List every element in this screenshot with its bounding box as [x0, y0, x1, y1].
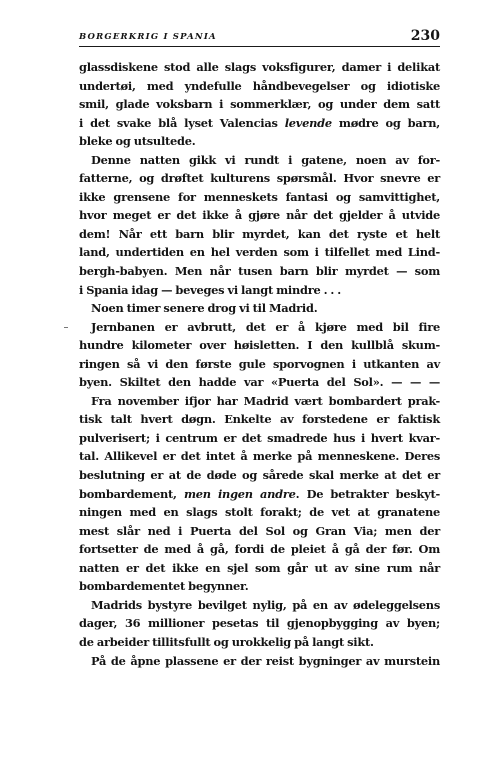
emphasis: levende: [284, 115, 332, 130]
text-line: hundre kilometer over høisletten. I den kullblå skum-: [79, 338, 440, 353]
emphasis: men ingen andre: [183, 486, 296, 501]
text-line: Jernbanen er avbrutt, det er å kjøre med bil fire: [91, 319, 440, 334]
text-line: de arbeider tillitsfullt og urokkelig på langt sikt.: [79, 634, 374, 649]
text-line: dem! Når ett barn blir myrdet, kan det ryste et helt: [79, 226, 440, 241]
text-line: fortsetter de med å gå, fordi de pleiet å gå der før. Om: [79, 542, 440, 557]
text-line: bombardement, men ingen andre. De betrakter beskyt-: [79, 486, 440, 501]
text-line: land, undertiden en hel verden som i tilfellet med Lind-: [79, 245, 440, 260]
text-line: bergh-babyen. Men når tusen barn blir myrdet — som: [79, 264, 440, 279]
text-line: beslutning er at de døde og sårede skal merke at det er: [79, 468, 440, 483]
text-line: dager, 36 millioner pesetas til gjenopbygging av byen;: [79, 616, 440, 631]
text-line: tal. Allikevel er det intet å merke på menneskene. Deres: [79, 449, 440, 464]
text-line: fatterne, og drøftet kulturens spørsmål. Hvor snevre er: [79, 171, 440, 186]
text-line: byen. Skiltet den hadde var «Puerta del Sol». — — —: [79, 375, 440, 390]
text-line: ningen med en slags stolt forakt; de vet at granatene: [79, 505, 440, 520]
running-header: [79, 24, 440, 47]
text-line: Fra november ifjor har Madrid vært bombardert prak-: [91, 393, 440, 408]
text-line: mest slår ned i Puerta del Sol og Gran Via; men der: [79, 523, 440, 538]
text-line: natten er det ikke en sjel som går ut av sine rum når: [79, 560, 440, 575]
text-line: hvor meget er det ikke å gjøre når det gjelder å utvide: [79, 208, 440, 223]
text-line: På de åpne plassene er der reist bygninger av murstein: [91, 653, 440, 668]
text-line: i det svake blå lyset Valencias levende mødre og barn,: [79, 115, 440, 130]
text-line: smil, glade voksbarn i sommerklær, og under dem satt: [79, 97, 440, 112]
text-line: Noen timer senere drog vi til Madrid.: [91, 301, 318, 316]
text-line: tisk talt hvert døgn. Enkelte av forstedene er faktisk: [79, 412, 440, 427]
text-line: ringen så vi den første gule sporvognen i utkanten av: [79, 356, 440, 371]
text-line: bombardementet begynner.: [79, 579, 249, 594]
text-line: undertøi, med yndefulle håndbevegelser og idiotiske: [79, 78, 440, 93]
text-line: pulverisert; i centrum er det smadrede hus i hvert kvar-: [79, 430, 440, 445]
text-line: i Spania idag — beveges vi langt mindre . . .: [79, 282, 341, 297]
text-line: glassdiskene stod alle slags voksfigurer, damer i delikat: [79, 60, 440, 74]
text-line: Madrids bystyre bevilget nylig, på en av ødeleggelsens: [91, 597, 440, 612]
page-number: 230: [410, 28, 440, 44]
text-line: Denne natten gikk vi rundt i gatene, noen av for-: [91, 152, 440, 167]
text-line: ikke grensene for menneskets fantasi og samvittighet,: [79, 189, 440, 204]
running-title: BORGERKRIG I SPANIA: [79, 32, 217, 42]
body-text: [79, 58, 440, 670]
text-line: bleke og utsultede.: [79, 134, 196, 149]
book-page: [79, 24, 440, 670]
margin-mark: [64, 327, 68, 328]
